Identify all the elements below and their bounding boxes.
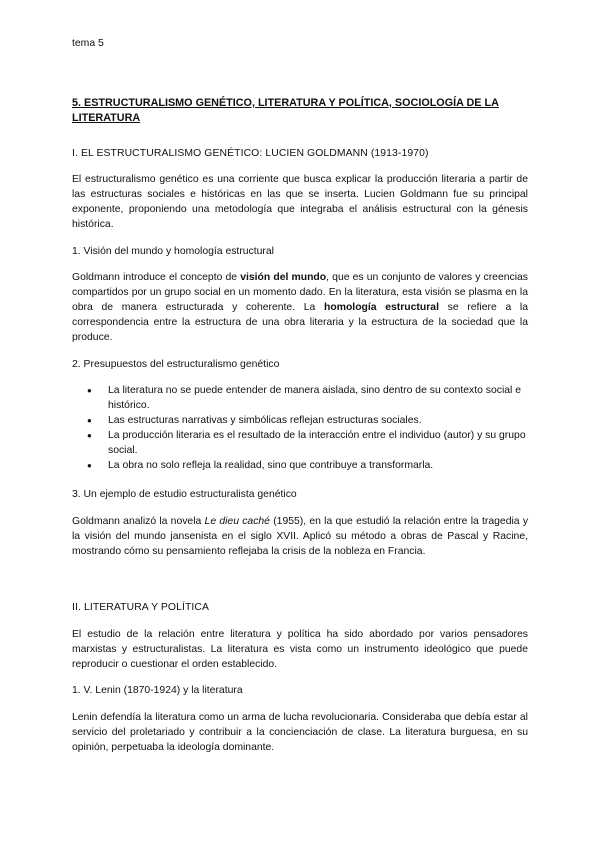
italic-book-title: Le dieu caché [204,516,270,527]
bullet-item: ● Las estructuras narrativas y simbólicas reflejan estructuras sociales. [72,413,528,428]
bullet-item: ● La literatura no se puede entender de manera aislada, sino dentro de su contexto social e histórico. [72,383,528,413]
paragraph-vision-del-mundo [72,270,528,345]
paragraph-ejemplo [72,514,528,559]
section-heading-literatura-politica: II. LITERATURA Y POLÍTICA [72,602,210,613]
subheading-ejemplo: 3. Un ejemplo de estudio estructuralista genético [72,489,297,500]
document-title: 5. ESTRUCTURALISMO GENÉTICO, LITERATURA Y POLÍTICA, SOCIOLOGÍA DE LA LITERATURA [72,97,499,124]
text-run: , que es un conjunto de valores y creencias compartidos por un grupo social en un momento dado. En la literatura, esta visión se plasma en la obra de manera estructurada y coherente. La [72,272,528,313]
bold-term-vision-del-mundo: visión del mundo [240,272,327,283]
subheading-vision-del-mundo: 1. Visión del mundo y homología estructural [72,246,274,257]
bullet-list-presupuestos [72,383,528,473]
text-run: Goldmann analizó la novela [72,516,205,527]
text-run: se refiere a la correspondencia entre la estructura de una obra literaria y la estructura de la sociedad que la produce. [72,302,529,343]
subheading-presupuestos: 2. Presupuestos del estructuralismo genético [72,359,280,370]
page-header-label: tema 5 [72,38,104,49]
text-run: (1955), en la que estudió la relación entre la tragedia y la visión del mundo jansenista en el siglo XVII. Aplicó su método a obras de Pascal y Racine, mostrando cómo su pensamiento reflejaba la crisis de la nobleza en Francia. [72,516,529,557]
text-run: Goldmann introduce el concepto de [72,272,241,283]
bullet-item: ● La producción literaria es el resultado de la interacción entre el individuo (autor) y su grupo social. [72,428,528,458]
section-intro-paragraph: El estudio de la relación entre literatura y política ha sido abordado por varios pensadores marxistas y estructuralistas. La literatura es vista como un instrumento ideológico que puede reproducir o cuestionar el orden establecido. [72,629,528,670]
bold-term-homologia-estructural: homología estructural [324,302,439,313]
paragraph-lenin: Lenin defendía la literatura como un arma de lucha revolucionaria. Consideraba que debía estar al servicio del proletariado y contribuir a la concienciación de clase. La literatura burguesa, en su opinión, perpetuaba la ideología dominante. [72,712,528,753]
section-intro-paragraph: El estructuralismo genético es una corriente que busca explicar la producción literaria a partir de las estructuras sociales e históricas en las que se inserta. Lucien Goldmann fue su principal exponente, proponiendo una metodología que integraba el análisis estructural con la génesis histórica. [72,174,528,230]
section-heading-estructuralismo: I. EL ESTRUCTURALISMO GENÉTICO: LUCIEN GOLDMANN (1913-1970) [72,148,429,159]
bullet-item: ● La obra no solo refleja la realidad, sino que contribuye a transformarla. [72,458,528,473]
subheading-lenin: 1. V. Lenin (1870-1924) y la literatura [72,685,243,696]
